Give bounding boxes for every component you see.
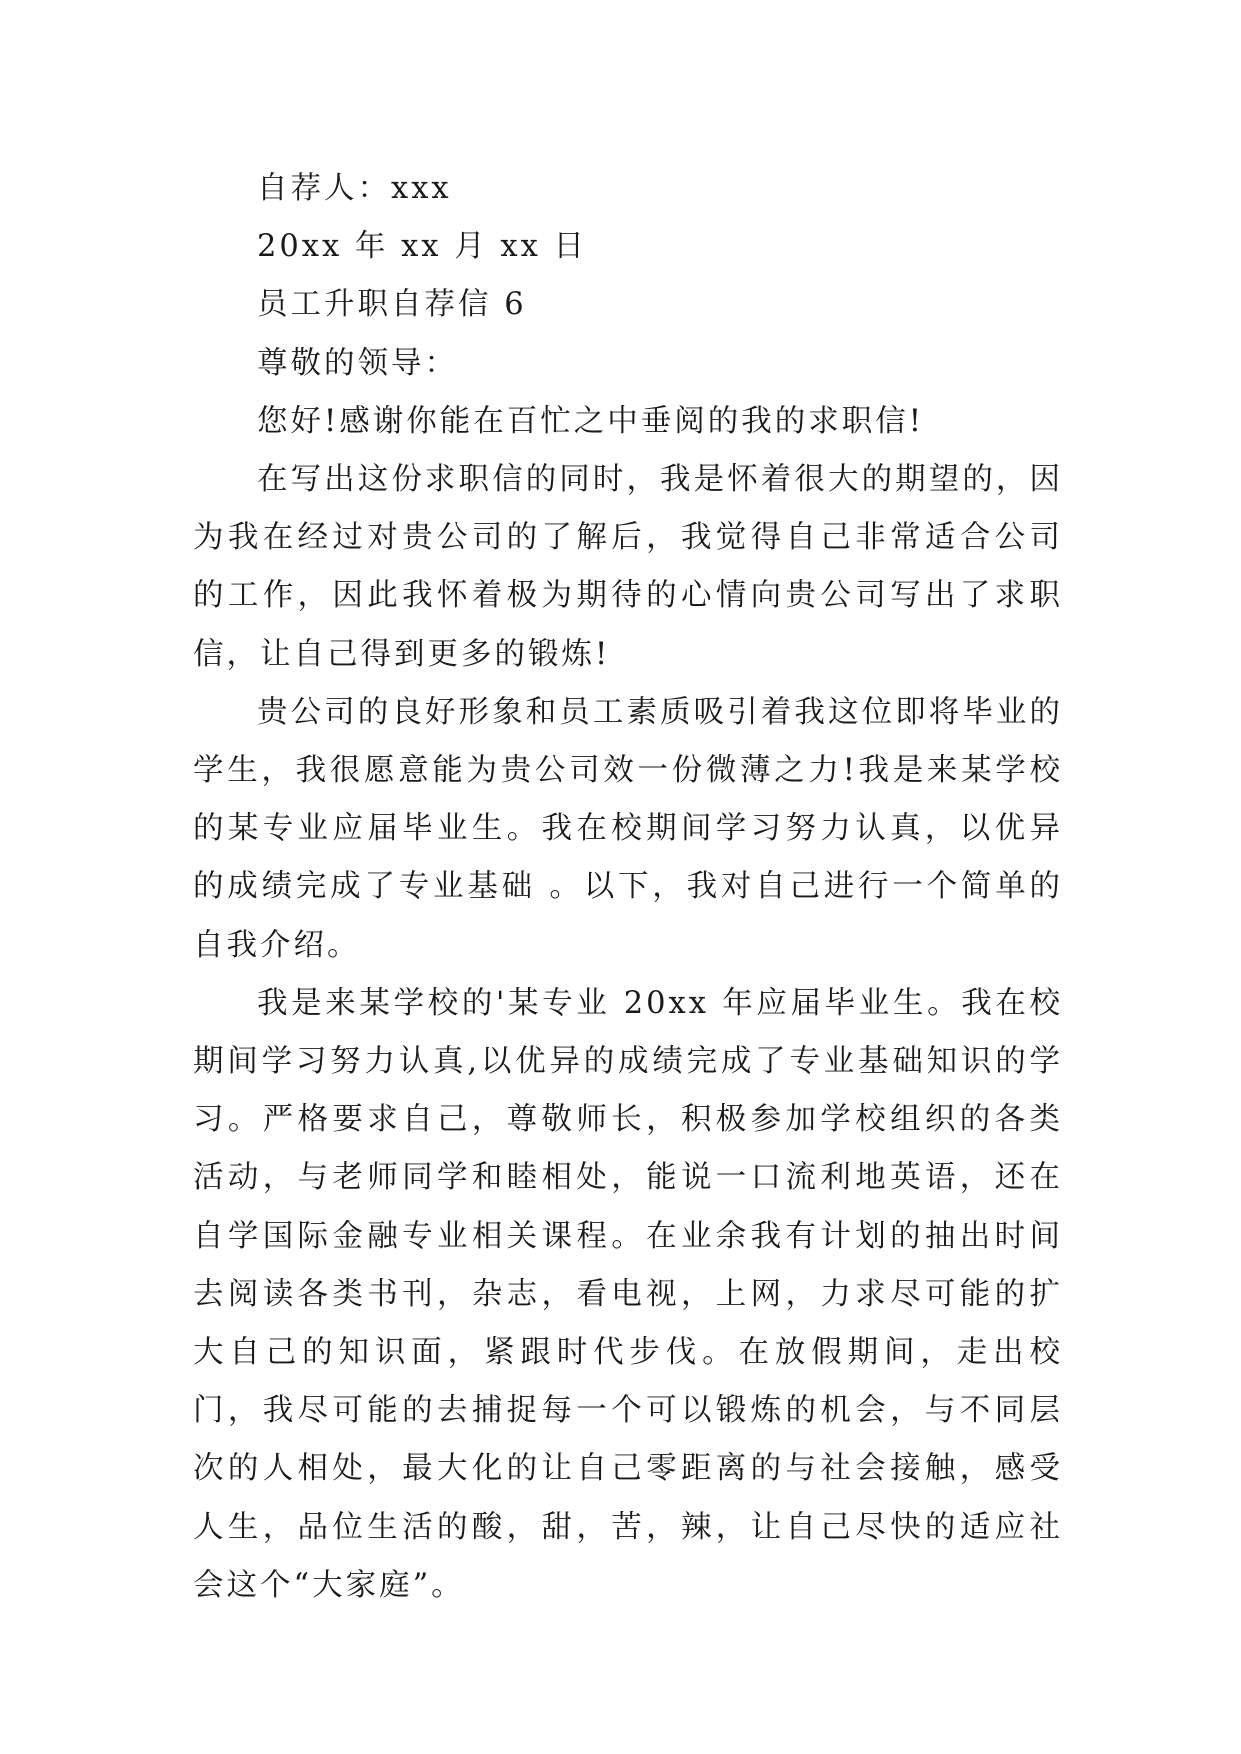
signature-line: 自荐人：xxx (257, 171, 452, 206)
paragraph-2: 贵公司的良好形象和员工素质吸引着我这位即将毕业的学生，我很愿意能为贵公司效一份微薄之力!我是来某学校的某专业应届毕业生。我在校期间学习努力认真，以优异的成绩完成了专业基础 。以下，我对自己进行一个简单的自我介绍。 (193, 694, 1063, 963)
salutation: 尊敬的领导： (257, 345, 458, 381)
date-line: 20xx 年 xx 月 xx 日 (257, 229, 587, 265)
letter-title: 员工升职自荐信 6 (257, 287, 527, 323)
paragraph-1: 在写出这份求职信的同时，我是怀着很大的期望的，因为我在经过对贵公司的了解后，我觉得自己非常适合公司的工作，因此我怀着极为期待的心情向贵公司写出了求职信，让自己得到更多的锻炼! (193, 462, 1063, 672)
greeting: 您好!感谢你能在百忙之中垂阅的我的求职信! (257, 403, 925, 439)
paragraph-3: 我是来某学校的'某专业 20xx 年应届毕业生。我在校期间学习努力认真,以优异的成绩完成了专业基础知识的学习。严格要求自己，尊敬师长，积极参加学校组织的各类活动，与老师同学和睦相处，能说一口流利地英语，还在自学国际金融专业相关课程。在业余我有计划的抽出时间去阅读各类书刊，杂志，看电视，上网，力求尽可能的扩大自己的知识面，紧跟时代步伐。在放假期间，走出校门，我尽可能的去捕捉每一个可以锻炼的机会，与不同层次的人相处，最大化的让自己零距离的与社会接触，感受人生，品位生活的酸，甜，苦，辣，让自己尽快的适应社会这个“大家庭”。 (193, 985, 1063, 1603)
letter-body (193, 160, 1063, 1615)
